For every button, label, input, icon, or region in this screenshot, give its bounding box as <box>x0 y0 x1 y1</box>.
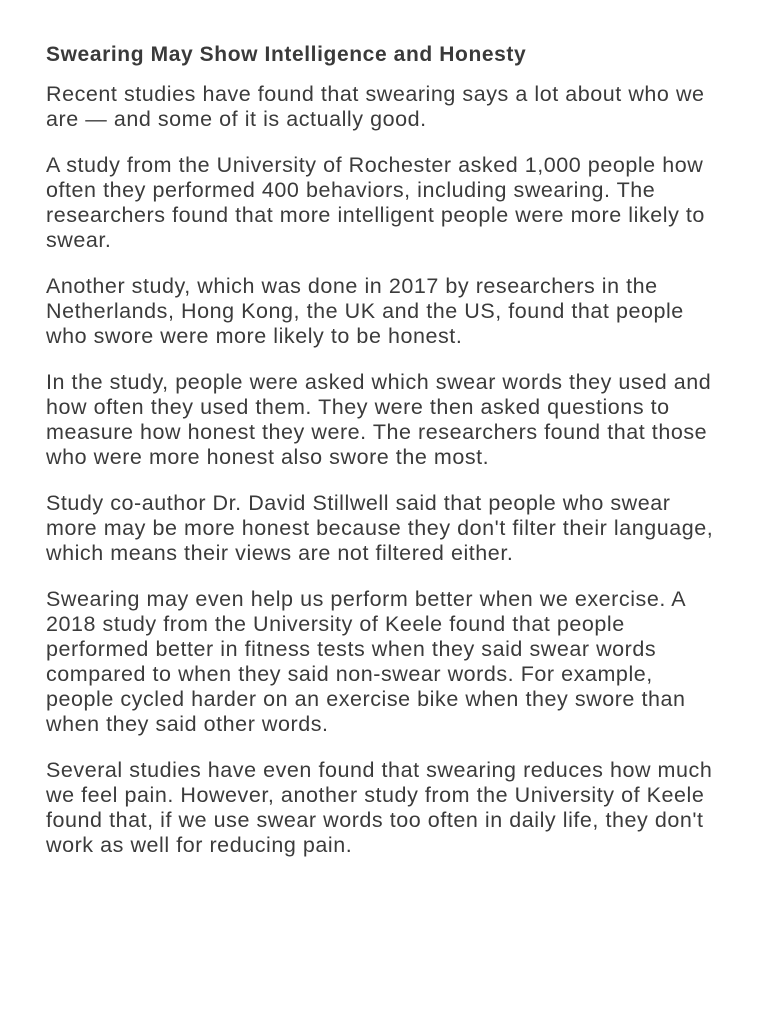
paragraph-rochester-study: A study from the University of Rochester asked 1,000 people how often they performed 400 behaviors, including swearing. The researchers found that more intelligent people were more likely to swear. <box>46 153 705 252</box>
paragraph-study-method: In the study, people were asked which swear words they used and how often they used them. They were then asked questions to measure how honest they were. The researchers found that those who were more honest also swore the most. <box>46 370 712 469</box>
paragraph-pain-study: Several studies have even found that swearing reduces how much we feel pain. However, another study from the University of Keele found that, if we use swear words too often in daily life, they don't work as well for reducing pain. <box>46 758 713 857</box>
paragraph-intro: Recent studies have found that swearing says a lot about who we are — and some of it is actually good. <box>46 82 705 131</box>
paragraph-honesty-study: Another study, which was done in 2017 by researchers in the Netherlands, Hong Kong, the UK and the US, found that people who swore were more likely to be honest. <box>46 274 684 348</box>
paragraph-exercise-study: Swearing may even help us perform better when we exercise. A 2018 study from the University of Keele found that people performed better in fitness tests when they said swear words compared to when they said non-swear words. For example, people cycled harder on an exercise bike when they swore than when they said other words. <box>46 587 686 736</box>
paragraph-stillwell-quote: Study co-author Dr. David Stillwell said that people who swear more may be more honest because they don't filter their language, which means their views are not filtered either. <box>46 491 714 565</box>
article-title: Swearing May Show Intelligence and Honesty <box>46 43 527 66</box>
article <box>46 40 722 879</box>
